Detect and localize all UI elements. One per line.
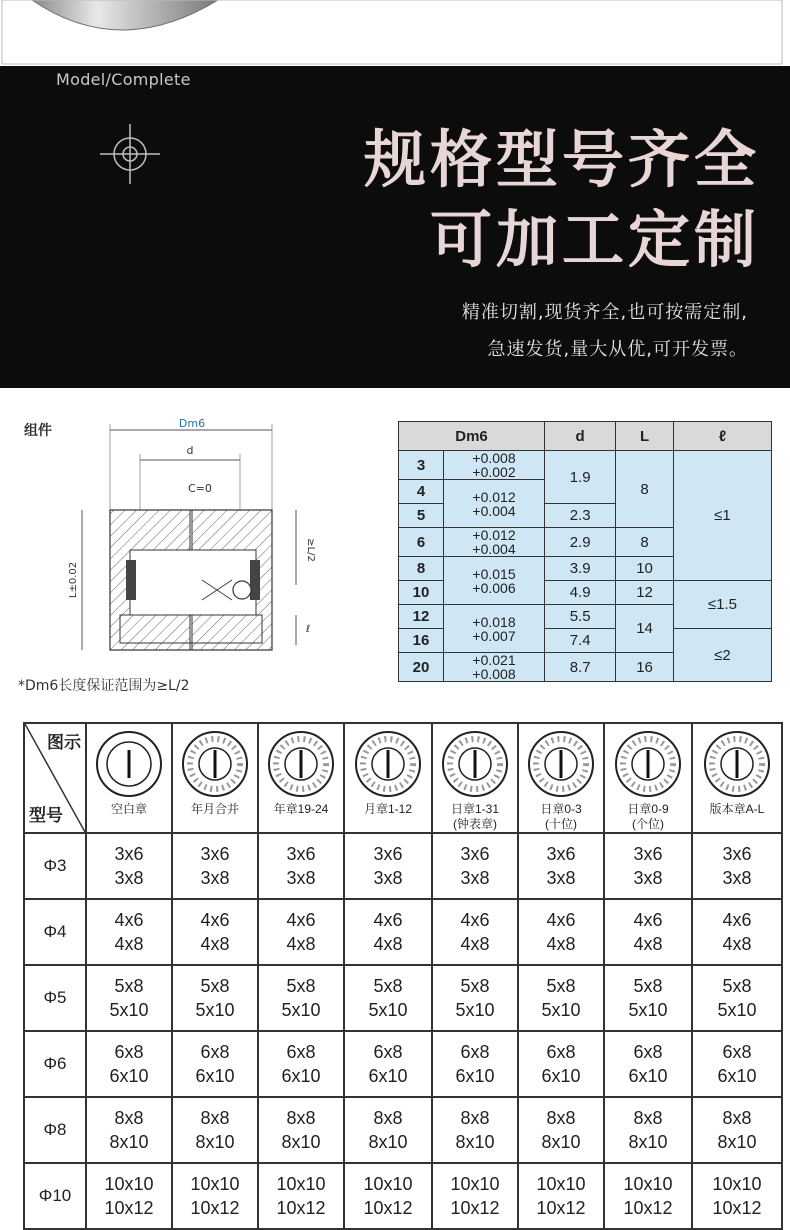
spec-tol-cell bbox=[444, 605, 545, 653]
size-cell bbox=[692, 1097, 782, 1163]
size-value-b: 4x8 bbox=[114, 934, 144, 954]
size-value-a: 8x8 bbox=[373, 1108, 403, 1128]
size-value-a: 10x10 bbox=[104, 1174, 154, 1194]
size-cell bbox=[86, 1031, 172, 1097]
size-value-b: 6x10 bbox=[455, 1066, 495, 1086]
size-cell bbox=[432, 965, 518, 1031]
stamp-column-label: 月章1-12 bbox=[363, 802, 413, 816]
size-value-a: 3x6 bbox=[114, 844, 144, 864]
spec-ell-cell: ≤1.5 bbox=[673, 581, 771, 629]
tol-upper: +0.012 bbox=[472, 527, 516, 543]
size-value-b: 8x10 bbox=[281, 1132, 321, 1152]
size-value-a: 4x6 bbox=[460, 910, 490, 930]
dim-l-label: L±0.02 bbox=[68, 561, 79, 599]
size-value-b: 10x12 bbox=[190, 1198, 240, 1218]
spec-tol-cell bbox=[444, 653, 545, 682]
spec-ell-cell: ≤2 bbox=[673, 629, 771, 682]
tol-upper: +0.008 bbox=[472, 450, 516, 466]
size-value-b: 10x12 bbox=[712, 1198, 762, 1218]
size-cell bbox=[604, 833, 692, 899]
row-model-label: Φ8 bbox=[24, 1097, 86, 1163]
dim-dm6-label: Dm6 bbox=[178, 417, 206, 430]
size-cell bbox=[172, 1097, 258, 1163]
size-value-a: 8x8 bbox=[286, 1108, 316, 1128]
stamp-column-label: 日章0-9 bbox=[627, 802, 669, 816]
tol-upper: +0.021 bbox=[472, 652, 516, 668]
size-cell bbox=[692, 899, 782, 965]
size-cell bbox=[344, 965, 432, 1031]
size-value-a: 4x6 bbox=[546, 910, 576, 930]
size-cell bbox=[604, 1031, 692, 1097]
spec-tol-cell bbox=[444, 480, 545, 528]
size-value-b: 8x10 bbox=[717, 1132, 757, 1152]
subline-1: 精准切割,现货齐全,也可按需定制, bbox=[461, 302, 748, 323]
tol-lower: +0.008 bbox=[472, 666, 516, 682]
stamp-column-label: 日章1-31 bbox=[450, 802, 500, 816]
spec-l-cell: 12 bbox=[616, 581, 674, 605]
size-value-a: 5x8 bbox=[286, 976, 316, 996]
spec-dm-cell: 16 bbox=[399, 629, 444, 653]
stamp-column-header bbox=[258, 723, 344, 833]
size-cell bbox=[518, 965, 604, 1031]
size-value-a: 10x10 bbox=[450, 1174, 500, 1194]
year-month-stamp-icon bbox=[181, 730, 249, 798]
size-value-a: 3x6 bbox=[460, 844, 490, 864]
stamp-column-label: 版本章A-L bbox=[709, 802, 765, 816]
size-cell bbox=[518, 1031, 604, 1097]
size-value-b: 10x12 bbox=[276, 1198, 326, 1218]
blank-stamp-icon bbox=[95, 730, 163, 798]
size-value-a: 8x8 bbox=[460, 1108, 490, 1128]
size-value-a: 6x8 bbox=[722, 1042, 752, 1062]
year-stamp-icon bbox=[267, 730, 335, 798]
size-value-b: 6x10 bbox=[281, 1066, 321, 1086]
size-cell bbox=[258, 1163, 344, 1229]
size-value-b: 8x10 bbox=[541, 1132, 581, 1152]
stamp-table-row bbox=[24, 899, 782, 965]
stamp-column-header bbox=[172, 723, 258, 833]
size-cell bbox=[518, 833, 604, 899]
size-value-a: 4x6 bbox=[200, 910, 230, 930]
day-units-stamp-icon bbox=[614, 730, 682, 798]
size-cell bbox=[172, 965, 258, 1031]
spec-l-cell: 8 bbox=[616, 451, 674, 528]
size-value-a: 5x8 bbox=[460, 976, 490, 996]
size-cell bbox=[344, 1097, 432, 1163]
size-value-b: 6x10 bbox=[109, 1066, 149, 1086]
stamp-column-header bbox=[432, 723, 518, 833]
spec-tol-cell bbox=[444, 451, 545, 480]
size-value-b: 4x8 bbox=[633, 934, 663, 954]
model-label: Model/Complete bbox=[56, 70, 191, 89]
size-value-b: 5x10 bbox=[109, 1000, 149, 1020]
size-value-b: 8x10 bbox=[109, 1132, 149, 1152]
size-value-b: 4x8 bbox=[373, 934, 403, 954]
size-value-a: 3x6 bbox=[546, 844, 576, 864]
size-value-b: 5x10 bbox=[455, 1000, 495, 1020]
size-cell bbox=[86, 1163, 172, 1229]
spec-d-cell: 3.9 bbox=[545, 557, 616, 581]
size-value-b: 10x12 bbox=[363, 1198, 413, 1218]
size-cell bbox=[432, 1097, 518, 1163]
size-value-a: 6x8 bbox=[546, 1042, 576, 1062]
spec-table bbox=[398, 421, 772, 682]
size-value-a: 10x10 bbox=[712, 1174, 762, 1194]
spec-dm-cell: 20 bbox=[399, 653, 444, 682]
size-value-a: 4x6 bbox=[373, 910, 403, 930]
size-value-a: 6x8 bbox=[286, 1042, 316, 1062]
stamp-column-header bbox=[692, 723, 782, 833]
size-value-b: 5x10 bbox=[195, 1000, 235, 1020]
spec-dm-cell: 10 bbox=[399, 581, 444, 605]
size-cell bbox=[172, 899, 258, 965]
size-cell bbox=[432, 899, 518, 965]
day-tens-stamp-icon bbox=[527, 730, 595, 798]
size-value-b: 5x10 bbox=[628, 1000, 668, 1020]
size-value-a: 5x8 bbox=[722, 976, 752, 996]
size-value-a: 8x8 bbox=[114, 1108, 144, 1128]
stamp-table-row bbox=[24, 965, 782, 1031]
stamp-column-sublabel: (个位) bbox=[632, 817, 664, 831]
spec-d-cell: 5.5 bbox=[545, 605, 616, 629]
crosshair-icon bbox=[100, 124, 160, 184]
stamp-table bbox=[23, 722, 783, 1230]
size-value-b: 3x8 bbox=[373, 868, 403, 888]
row-model-label: Φ6 bbox=[24, 1031, 86, 1097]
size-value-b: 5x10 bbox=[717, 1000, 757, 1020]
size-value-a: 10x10 bbox=[363, 1174, 413, 1194]
size-cell bbox=[344, 1163, 432, 1229]
size-value-a: 3x6 bbox=[722, 844, 752, 864]
spec-header-l: L bbox=[616, 422, 674, 451]
size-value-b: 6x10 bbox=[368, 1066, 408, 1086]
size-value-b: 5x10 bbox=[281, 1000, 321, 1020]
spec-d-cell: 2.3 bbox=[545, 504, 616, 528]
banner bbox=[0, 0, 790, 388]
spec-dm-cell: 3 bbox=[399, 451, 444, 480]
size-cell bbox=[432, 1031, 518, 1097]
size-value-b: 4x8 bbox=[460, 934, 490, 954]
stamp-table-row bbox=[24, 1097, 782, 1163]
spec-l-cell: 14 bbox=[616, 605, 674, 653]
size-cell bbox=[172, 1031, 258, 1097]
subline-2: 急速发货,量大从优,可开发票。 bbox=[487, 339, 748, 360]
row-model-label: Φ3 bbox=[24, 833, 86, 899]
size-value-a: 8x8 bbox=[722, 1108, 752, 1128]
size-value-a: 4x6 bbox=[286, 910, 316, 930]
size-value-b: 8x10 bbox=[195, 1132, 235, 1152]
spec-dm-cell: 6 bbox=[399, 528, 444, 557]
dim-l2-label: ≥L/2 bbox=[305, 538, 316, 562]
size-value-a: 5x8 bbox=[373, 976, 403, 996]
spec-header-ell: ℓ bbox=[673, 422, 771, 451]
size-value-b: 4x8 bbox=[546, 934, 576, 954]
size-cell bbox=[258, 1031, 344, 1097]
tol-upper: +0.018 bbox=[472, 613, 516, 630]
spec-tol-cell bbox=[444, 557, 545, 605]
stamp-column-label: 日章0-3 bbox=[540, 802, 582, 816]
spec-l-cell: 8 bbox=[616, 528, 674, 557]
size-value-a: 5x8 bbox=[114, 976, 144, 996]
stamp-column-header bbox=[86, 723, 172, 833]
size-value-b: 3x8 bbox=[633, 868, 663, 888]
tol-lower: +0.004 bbox=[472, 541, 516, 557]
corner-top-label: 图示 bbox=[47, 733, 81, 752]
spec-dm-cell: 4 bbox=[399, 480, 444, 504]
spec-dm-cell: 5 bbox=[399, 504, 444, 528]
tol-lower: +0.004 bbox=[472, 502, 516, 519]
size-cell bbox=[86, 965, 172, 1031]
size-value-a: 3x6 bbox=[286, 844, 316, 864]
tol-lower: +0.006 bbox=[472, 579, 516, 596]
product-photo-image bbox=[0, 0, 790, 66]
spec-header-dm6: Dm6 bbox=[399, 422, 545, 451]
tol-upper: +0.012 bbox=[472, 488, 516, 505]
corner-cell bbox=[24, 723, 86, 833]
spec-l-cell: 10 bbox=[616, 557, 674, 581]
size-value-b: 3x8 bbox=[200, 868, 230, 888]
size-cell bbox=[86, 1097, 172, 1163]
size-value-a: 8x8 bbox=[200, 1108, 230, 1128]
dim-ell-label: ℓ bbox=[306, 624, 311, 635]
size-value-b: 8x10 bbox=[455, 1132, 495, 1152]
spec-dm-cell: 12 bbox=[399, 605, 444, 629]
size-cell bbox=[518, 1163, 604, 1229]
size-value-a: 3x6 bbox=[633, 844, 663, 864]
stamp-column-header bbox=[604, 723, 692, 833]
size-cell bbox=[172, 1163, 258, 1229]
stamp-column-header bbox=[344, 723, 432, 833]
tol-upper: +0.015 bbox=[472, 565, 516, 582]
size-value-a: 5x8 bbox=[200, 976, 230, 996]
tol-lower: +0.002 bbox=[472, 464, 516, 480]
size-value-a: 5x8 bbox=[546, 976, 576, 996]
size-value-a: 8x8 bbox=[546, 1108, 576, 1128]
size-cell bbox=[604, 1097, 692, 1163]
day-stamp-icon bbox=[441, 730, 509, 798]
spec-d-cell: 4.9 bbox=[545, 581, 616, 605]
row-model-label: Φ5 bbox=[24, 965, 86, 1031]
spec-d-cell: 8.7 bbox=[545, 653, 616, 682]
size-value-b: 6x10 bbox=[541, 1066, 581, 1086]
size-cell bbox=[604, 1163, 692, 1229]
headline-specs: 规格型号齐全 bbox=[363, 123, 760, 196]
size-cell bbox=[172, 833, 258, 899]
size-value-b: 3x8 bbox=[286, 868, 316, 888]
size-value-b: 5x10 bbox=[541, 1000, 581, 1020]
size-cell bbox=[692, 833, 782, 899]
stamp-column-sublabel: (十位) bbox=[545, 817, 577, 831]
size-value-b: 4x8 bbox=[722, 934, 752, 954]
size-value-b: 4x8 bbox=[286, 934, 316, 954]
size-value-a: 6x8 bbox=[373, 1042, 403, 1062]
size-value-a: 4x6 bbox=[114, 910, 144, 930]
tol-lower: +0.007 bbox=[472, 627, 516, 644]
spec-tol-cell bbox=[444, 528, 545, 557]
size-cell bbox=[692, 1163, 782, 1229]
size-cell bbox=[604, 899, 692, 965]
size-cell bbox=[86, 899, 172, 965]
stamp-column-label: 空白章 bbox=[110, 802, 147, 816]
size-value-b: 4x8 bbox=[200, 934, 230, 954]
size-cell bbox=[432, 1163, 518, 1229]
stamp-table-row bbox=[24, 833, 782, 899]
size-value-a: 5x8 bbox=[633, 976, 663, 996]
stamp-column-sublabel: (钟表章) bbox=[453, 817, 497, 831]
size-cell bbox=[344, 833, 432, 899]
size-value-a: 10x10 bbox=[536, 1174, 586, 1194]
size-cell bbox=[258, 833, 344, 899]
size-value-b: 6x10 bbox=[628, 1066, 668, 1086]
spec-d-cell: 1.9 bbox=[545, 451, 616, 504]
spec-d-cell: 2.9 bbox=[545, 528, 616, 557]
product-photo bbox=[0, 0, 790, 66]
size-value-a: 6x8 bbox=[633, 1042, 663, 1062]
size-value-b: 10x12 bbox=[623, 1198, 673, 1218]
size-value-a: 10x10 bbox=[190, 1174, 240, 1194]
size-cell bbox=[344, 899, 432, 965]
size-value-b: 3x8 bbox=[546, 868, 576, 888]
corner-bottom-label: 型号 bbox=[29, 806, 63, 825]
technical-drawing bbox=[10, 410, 380, 700]
row-model-label: Φ4 bbox=[24, 899, 86, 965]
dim-d-label: d bbox=[186, 444, 194, 457]
spec-d-cell: 7.4 bbox=[545, 629, 616, 653]
stamp-table-row bbox=[24, 1031, 782, 1097]
spec-ell-cell: ≤1 bbox=[673, 451, 771, 581]
size-value-a: 6x8 bbox=[460, 1042, 490, 1062]
size-cell bbox=[692, 965, 782, 1031]
size-cell bbox=[518, 899, 604, 965]
size-value-b: 3x8 bbox=[722, 868, 752, 888]
spec-dm-cell: 8 bbox=[399, 557, 444, 581]
size-value-a: 10x10 bbox=[276, 1174, 326, 1194]
size-value-b: 10x12 bbox=[536, 1198, 586, 1218]
size-value-b: 8x10 bbox=[628, 1132, 668, 1152]
size-cell bbox=[258, 1097, 344, 1163]
size-value-b: 6x10 bbox=[195, 1066, 235, 1086]
spec-header-d: d bbox=[545, 422, 616, 451]
component-label: 组件 bbox=[24, 423, 52, 439]
headline-custom: 可加工定制 bbox=[429, 203, 760, 276]
size-value-a: 8x8 bbox=[633, 1108, 663, 1128]
size-value-a: 3x6 bbox=[373, 844, 403, 864]
size-value-b: 8x10 bbox=[368, 1132, 408, 1152]
size-value-b: 10x12 bbox=[104, 1198, 154, 1218]
size-value-b: 6x10 bbox=[717, 1066, 757, 1086]
drawing-note: *Dm6长度保证范围为≥L/2 bbox=[18, 678, 190, 694]
size-cell bbox=[258, 899, 344, 965]
stamp-column-label: 年章19-24 bbox=[273, 802, 329, 816]
stamp-column-header bbox=[518, 723, 604, 833]
size-value-b: 3x8 bbox=[460, 868, 490, 888]
size-value-a: 4x6 bbox=[633, 910, 663, 930]
version-stamp-icon bbox=[703, 730, 771, 798]
size-cell bbox=[344, 1031, 432, 1097]
size-cell bbox=[518, 1097, 604, 1163]
size-value-a: 6x8 bbox=[200, 1042, 230, 1062]
row-model-label: Φ10 bbox=[24, 1163, 86, 1229]
size-cell bbox=[692, 1031, 782, 1097]
size-value-b: 5x10 bbox=[368, 1000, 408, 1020]
spec-l-cell: 16 bbox=[616, 653, 674, 682]
size-cell bbox=[432, 833, 518, 899]
size-value-a: 6x8 bbox=[114, 1042, 144, 1062]
size-value-b: 3x8 bbox=[114, 868, 144, 888]
size-value-a: 3x6 bbox=[200, 844, 230, 864]
stamp-table-row bbox=[24, 1163, 782, 1229]
size-cell bbox=[258, 965, 344, 1031]
month-stamp-icon bbox=[354, 730, 422, 798]
size-value-a: 10x10 bbox=[623, 1174, 673, 1194]
size-value-b: 10x12 bbox=[450, 1198, 500, 1218]
size-cell bbox=[604, 965, 692, 1031]
size-value-a: 4x6 bbox=[722, 910, 752, 930]
stamp-column-label: 年月合并 bbox=[190, 802, 239, 816]
dim-c-label: C=0 bbox=[188, 482, 212, 495]
size-cell bbox=[86, 833, 172, 899]
